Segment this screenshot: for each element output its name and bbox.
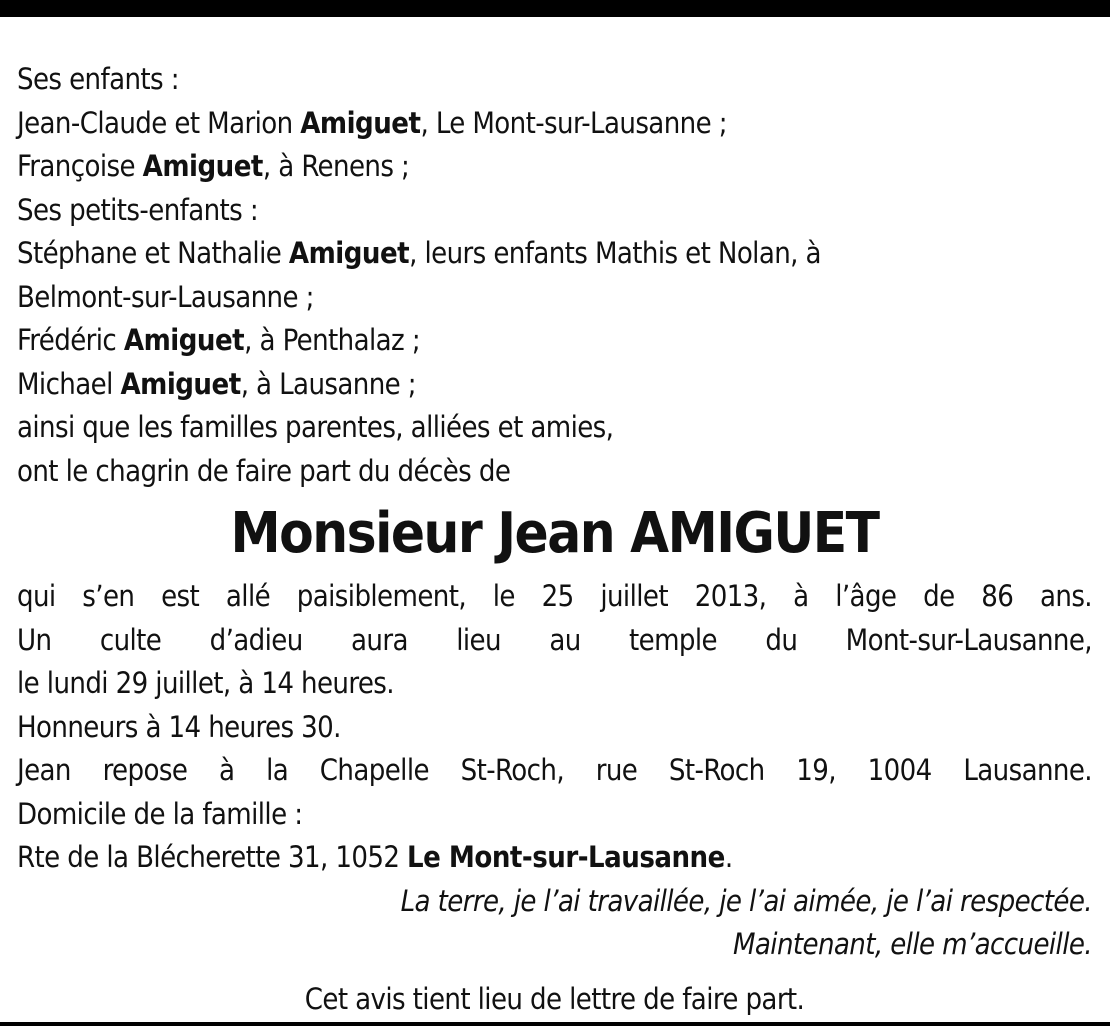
service-date-line: le lundi 29 juillet, à 14 heures. (17, 666, 394, 700)
family-line-location: , à Lausanne ; (240, 366, 416, 401)
bottom-rule (0, 1022, 1110, 1026)
quote-line-1: La terre, je l’ai travaillée, je l’ai aimée, je l’ai respectée. (400, 883, 1092, 918)
family-line (17, 406, 1092, 450)
rests-line: Jean repose à la Chapelle St-Roch, rue St-Roch 19, 1004 Lausanne. (17, 753, 1092, 787)
passing-line: qui s’en est allé paisiblement, le 25 juillet 2013, à l’âge de 86 ans. (17, 579, 1092, 613)
family-line (17, 319, 1092, 363)
family-line-text: Ses petits-enfants : (17, 192, 259, 227)
top-rule (0, 0, 1110, 17)
family-line (17, 102, 1092, 146)
family-line (17, 232, 1092, 276)
family-surname: Amiguet (142, 149, 263, 183)
family-line-text: Françoise (17, 149, 143, 183)
address-text: Rte de la Blécherette 31, 1052 (17, 840, 408, 874)
family-surname: Amiguet (300, 105, 421, 140)
family-line (17, 58, 1092, 102)
honours-line: Honneurs à 14 heures 30. (17, 709, 341, 744)
footer-note: Cet avis tient lieu de lettre de faire part. (304, 981, 805, 1016)
family-line-text: Belmont-sur-Lausanne ; (17, 279, 314, 314)
family-line-location: , leurs enfants Mathis et Nolan, à (409, 236, 821, 270)
family-line (17, 145, 1092, 189)
address-line (17, 836, 1092, 880)
family-line (17, 450, 1092, 494)
address-end: . (724, 840, 733, 874)
family-line-location: , à Renens ; (262, 149, 410, 183)
domicile-label: Domicile de la famille : (17, 796, 303, 831)
family-line-location: , Le Mont-sur-Lausanne ; (420, 105, 727, 140)
family-line-text: Stéphane et Nathalie (17, 236, 289, 270)
epitaph-quote (17, 880, 1092, 967)
family-surname: Amiguet (120, 366, 241, 401)
family-line-text: Ses enfants : (17, 62, 179, 96)
family-line-text: ont le chagrin de faire part du décès de (17, 453, 511, 488)
family-surname: Amiguet (123, 323, 245, 357)
family-line (17, 363, 1092, 407)
family-line-text: ainsi que les familles parentes, alliées et amies, (17, 410, 614, 444)
family-line (17, 189, 1092, 233)
family-surname: Amiguet (288, 236, 410, 270)
deceased-name: Monsieur Jean AMIGUET (230, 501, 879, 566)
family-line-text: Jean-Claude et Marion (17, 105, 301, 140)
family-line (17, 276, 1092, 320)
death-notice (17, 58, 1092, 1021)
quote-line-2: Maintenant, elle m’accueille. (733, 927, 1092, 961)
notice-details (17, 575, 1092, 880)
spacer (17, 967, 1092, 978)
family-list (17, 58, 1092, 493)
address-place: Le Mont-sur-Lausanne (407, 840, 725, 874)
family-line-location: , à Penthalaz ; (244, 323, 421, 357)
family-line-text: Frédéric (17, 323, 124, 357)
service-line: Un culte d’adieu aura lieu au temple du Mont-sur-Lausanne, (17, 622, 1092, 657)
family-line-text: Michael (17, 366, 121, 401)
